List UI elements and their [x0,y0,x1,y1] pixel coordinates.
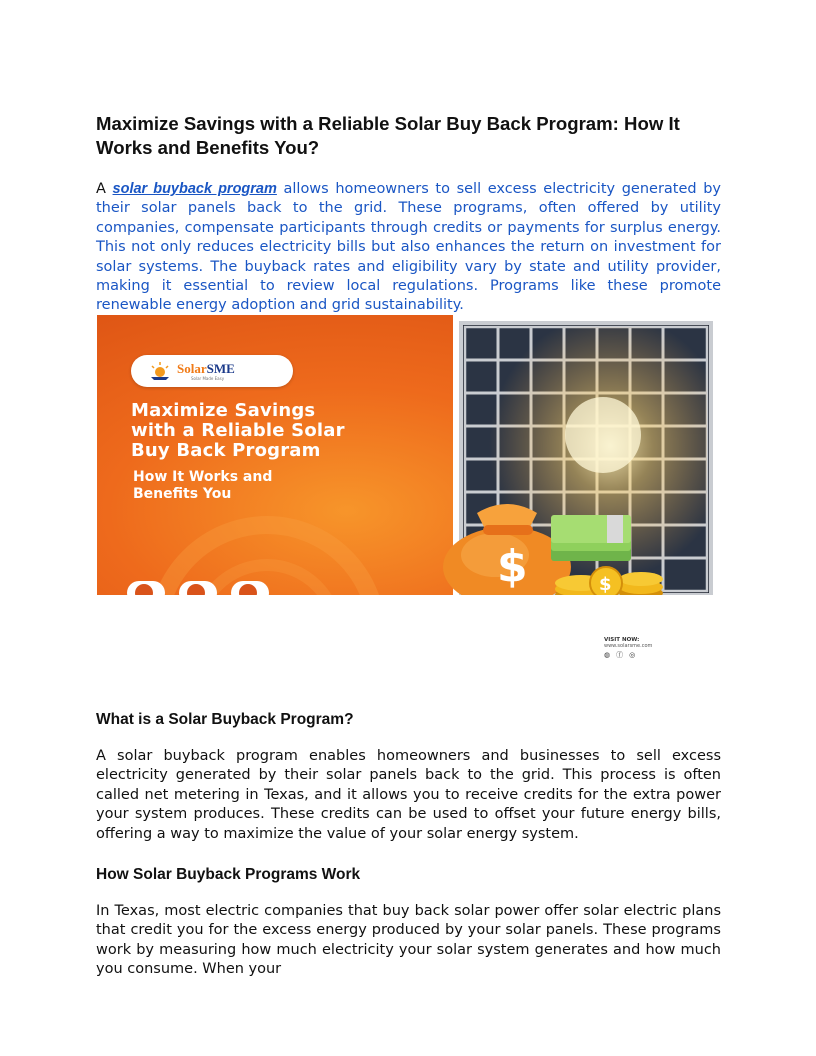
sun-logo-icon [149,361,171,381]
visit-label: VISIT NOW: [604,637,640,643]
section-body-what: A solar buyback program enables homeowners and businesses to sell excess electricity generated by their solar panels back to the grid. This process is often called net metering in Texas, and it allows you to receive credits for the extra power your system produces. These credits can be used to offset your future energy bills, offering a way to maximize the value of your solar energy system. [96,748,721,842]
banner-footer-strip [97,595,721,605]
section-heading-how: How Solar Buyback Programs Work [96,866,361,883]
promo-banner-image [97,315,721,605]
solarsme-logo [131,355,293,387]
svg-text:$: $ [599,574,612,595]
intro-text: allows homeowners to sell excess electricity generated by their solar panels back to the grid. These programs, often offered by utility companies, compensate participants through credits or payments for surplus energy. This not only reduces electricity bills but also enhances the return on investment for solar systems. The buyback rates and eligibility vary by state and utility provider, making it essential to review local regulations. Programs like these promote renewable energy adoption and grid sustainability. [96,181,721,314]
section-heading-what: What is a Solar Buyback Program? [96,711,354,728]
social-icons [604,650,641,660]
section-body-how-tail: and how much you consume. When your [96,941,721,978]
intro-paragraph [96,180,721,316]
banner-subheadline: How It Works and Benefits You [133,469,273,502]
visit-url: www.solarsme.com [604,643,653,649]
facebook-icon: ⓕ [616,651,630,659]
section-body-how: In Texas, most electric companies that buy back solar power offer solar electric plans that credit you for the excess energy produced by your solar panels. These programs work by measuring how much electricity your solar system generates and how much you consume. When your [96,903,721,978]
article-title: Maximize Savings with a Reliable Solar Buy Back Program: How It Works and Benefits You? [96,113,680,158]
svg-text:$: $ [497,541,528,592]
globe-icon: ◍ [604,651,617,659]
logo-brand: SolarSME [177,361,235,376]
instagram-icon: ◎ [629,651,642,659]
solar-buyback-program-link[interactable]: solar buyback program [112,181,277,197]
logo-tagline: Solar Made Easy [191,376,225,381]
banner-headline: Maximize Savings with a Reliable Solar Buy Back Program [131,400,345,461]
intro-lead: A [96,181,113,197]
